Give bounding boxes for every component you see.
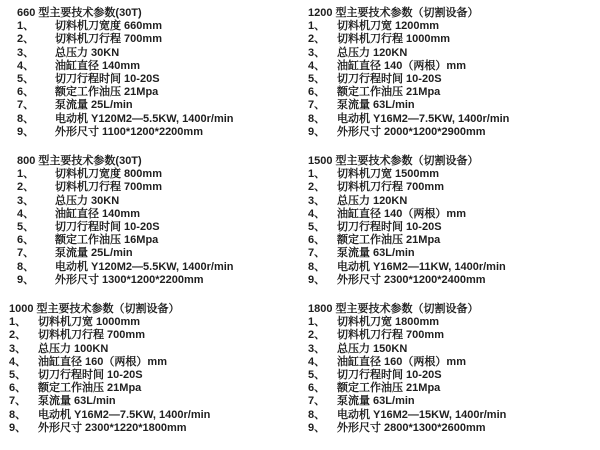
item-number: 3、 [308,46,326,59]
spec-item [17,221,308,234]
spec-item [308,395,600,408]
spec-item [17,86,308,99]
item-number: 6、 [308,382,326,395]
spec-item [308,99,600,112]
item-number: 7、 [308,247,326,260]
item-text: 总压力 150KN [337,342,408,355]
item-text: 电动机 Y16M2—11KW, 1400r/min [337,260,506,273]
spec-item [9,343,308,356]
spec-item [308,261,600,274]
item-text: 切刀行程时间 10-20S [55,221,160,234]
item-number: 3、 [308,342,326,355]
item-text: 外形尺寸 1300*1200*2200mm [55,273,204,286]
spec-item [308,181,600,194]
item-number: 3、 [308,194,326,207]
item-number: 7、 [17,99,35,112]
spec-item [17,195,308,208]
item-text: 外形尺寸 1100*1200*2200mm [55,125,203,138]
item-text: 切料机刀行程 700mm [337,181,444,194]
item-number: 2、 [17,181,35,194]
item-number: 1、 [308,20,326,33]
item-number: 9、 [17,125,35,138]
spec-item [308,356,600,369]
item-number: 9、 [308,273,326,286]
spec-item [308,234,600,247]
item-text: 切料机刀宽度 660mm [55,20,162,33]
item-number: 6、 [308,86,326,99]
spec-block-1000 [9,303,308,435]
spec-item [308,73,600,86]
spec-item [9,356,308,369]
item-text: 额定工作油压 21Mpa [337,234,441,247]
spec-item [17,73,308,86]
item-number: 1、 [17,168,35,181]
item-number: 4、 [308,59,326,72]
item-number: 5、 [9,369,27,382]
item-number: 8、 [308,260,326,273]
item-text: 切料机刀宽 1500mm [337,168,440,181]
spec-item [17,60,308,73]
spec-item [17,113,308,126]
spec-item [9,369,308,382]
item-text: 泵流量 63L/min [38,395,116,408]
item-number: 5、 [308,369,326,382]
item-number: 3、 [17,194,35,207]
item-number: 4、 [17,59,35,72]
spec-item [17,126,308,139]
item-text: 油缸直径 140（两根）mm [337,59,466,72]
item-text: 泵流量 25L/min [55,99,133,112]
spec-item [17,261,308,274]
spec-item [9,409,308,422]
spec-block-1500 [308,155,600,287]
item-number: 7、 [308,99,326,112]
block-title: 660 型主要技术参数(30T) [17,7,142,19]
item-text: 额定工作油压 21Mpa [55,86,159,99]
item-number: 8、 [308,408,326,421]
spec-block-660 [17,7,308,139]
block-title: 1500 型主要技术参数（切割设备） [308,155,479,168]
item-text: 切刀行程时间 10-20S [337,369,442,382]
spec-item [17,47,308,60]
item-text: 外形尺寸 2800*1300*2600mm [337,421,486,434]
item-text: 泵流量 63L/min [337,247,415,260]
item-text: 泵流量 63L/min [337,99,415,112]
spec-item [308,247,600,260]
item-text: 切料机刀宽度 800mm [55,168,162,181]
item-number: 6、 [17,86,35,99]
item-number: 3、 [17,46,35,59]
left-column [9,7,308,450]
item-text: 额定工作油压 16Mpa [55,234,159,247]
item-text: 总压力 30KN [55,46,120,59]
item-text: 电动机 Y16M2—7.5KW, 1400r/min [337,112,510,125]
item-text: 电动机 Y120M2—5.5KW, 1400r/min [55,112,234,125]
item-number: 8、 [17,112,35,125]
spec-item [17,20,308,33]
spec-item [9,329,308,342]
item-text: 切料机刀行程 700mm [337,329,444,342]
item-text: 切料机刀行程 700mm [55,181,162,194]
spec-item [17,274,308,287]
spec-item [308,113,600,126]
item-number: 5、 [308,73,326,86]
item-number: 7、 [308,395,326,408]
spec-item [308,33,600,46]
item-text: 泵流量 25L/min [55,247,133,260]
spec-item [9,382,308,395]
block-title: 1800 型主要技术参数（切割设备） [308,303,479,316]
item-text: 切料机刀行程 700mm [55,33,162,46]
spec-item [17,168,308,181]
item-number: 6、 [9,382,27,395]
item-text: 泵流量 63L/min [337,395,415,408]
spec-item [308,316,600,329]
item-text: 外形尺寸 2000*1200*2900mm [337,125,486,138]
item-number: 3、 [9,342,27,355]
spec-item [308,274,600,287]
spec-item [9,422,308,435]
item-text: 总压力 120KN [337,194,408,207]
item-number: 4、 [308,355,326,368]
spec-block-1200 [308,7,600,139]
item-text: 电动机 Y16M2—7.5KW, 1400r/min [38,408,211,421]
spec-item [308,409,600,422]
spec-item [17,33,308,46]
item-text: 总压力 120KN [337,46,408,59]
item-number: 4、 [9,355,27,368]
item-text: 电动机 Y16M2—15KW, 1400r/min [337,408,507,421]
item-text: 总压力 30KN [55,194,120,207]
spec-item [17,99,308,112]
item-number: 4、 [17,207,35,220]
item-text: 外形尺寸 2300*1200*2400mm [337,273,486,286]
block-title: 1000 型主要技术参数（切割设备） [9,303,180,316]
item-text: 油缸直径 140（两根）mm [337,207,466,220]
item-number: 9、 [9,421,27,434]
item-number: 5、 [17,73,35,86]
spec-item [308,343,600,356]
spec-item [308,195,600,208]
spec-block-800 [17,155,308,287]
spec-item [308,126,600,139]
item-number: 2、 [9,329,27,342]
item-text: 油缸直径 140mm [55,59,140,72]
item-number: 1、 [9,316,27,329]
item-number: 1、 [17,20,35,33]
item-number: 8、 [9,408,27,421]
item-text: 切刀行程时间 10-20S [337,73,442,86]
item-text: 油缸直径 160（两根）mm [337,355,466,368]
item-number: 7、 [17,247,35,260]
item-number: 9、 [17,273,35,286]
item-text: 油缸直径 140mm [55,207,140,220]
item-text: 油缸直径 160（两根）mm [38,355,167,368]
item-number: 2、 [308,181,326,194]
spec-item [308,382,600,395]
spec-item [308,422,600,435]
item-number: 1、 [308,168,326,181]
item-text: 切刀行程时间 10-20S [337,221,442,234]
item-text: 切料机刀宽 1200mm [337,20,440,33]
item-text: 额定工作油压 21Mpa [38,382,142,395]
spec-item [9,395,308,408]
spec-item [308,60,600,73]
right-column [308,7,600,450]
spec-block-1800 [308,303,600,435]
spec-item [17,208,308,221]
item-text: 额定工作油压 21Mpa [337,86,441,99]
item-number: 4、 [308,207,326,220]
spec-item [308,47,600,60]
item-text: 切料机刀宽 1000mm [38,316,141,329]
spec-item [308,168,600,181]
item-text: 电动机 Y120M2—5.5KW, 1400r/min [55,260,234,273]
spec-item [17,234,308,247]
item-number: 1、 [308,316,326,329]
item-number: 6、 [308,234,326,247]
spec-item [308,208,600,221]
block-title: 800 型主要技术参数(30T) [17,155,142,168]
block-title: 1200 型主要技术参数（切割设备） [308,7,479,19]
item-number: 9、 [308,421,326,434]
item-text: 额定工作油压 21Mpa [337,382,441,395]
item-text: 总压力 100KN [38,342,109,355]
item-text: 切刀行程时间 10-20S [55,73,160,86]
spec-item [308,86,600,99]
spec-item [308,20,600,33]
item-number: 8、 [308,112,326,125]
spec-item [17,247,308,260]
item-number: 5、 [308,221,326,234]
item-number: 2、 [308,33,326,46]
item-text: 切刀行程时间 10-20S [38,369,143,382]
item-number: 9、 [308,125,326,138]
item-text: 切料机刀行程 1000mm [337,33,451,46]
item-number: 6、 [17,234,35,247]
spec-item [308,369,600,382]
item-number: 7、 [9,395,27,408]
spec-item [17,181,308,194]
item-number: 2、 [17,33,35,46]
item-number: 5、 [17,221,35,234]
item-number: 2、 [308,329,326,342]
item-text: 外形尺寸 2300*1220*1800mm [38,421,187,434]
item-number: 8、 [17,260,35,273]
spec-item [9,316,308,329]
item-text: 切料机刀行程 700mm [38,329,145,342]
spec-item [308,221,600,234]
item-text: 切料机刀宽 1800mm [337,316,440,329]
spec-item [308,329,600,342]
